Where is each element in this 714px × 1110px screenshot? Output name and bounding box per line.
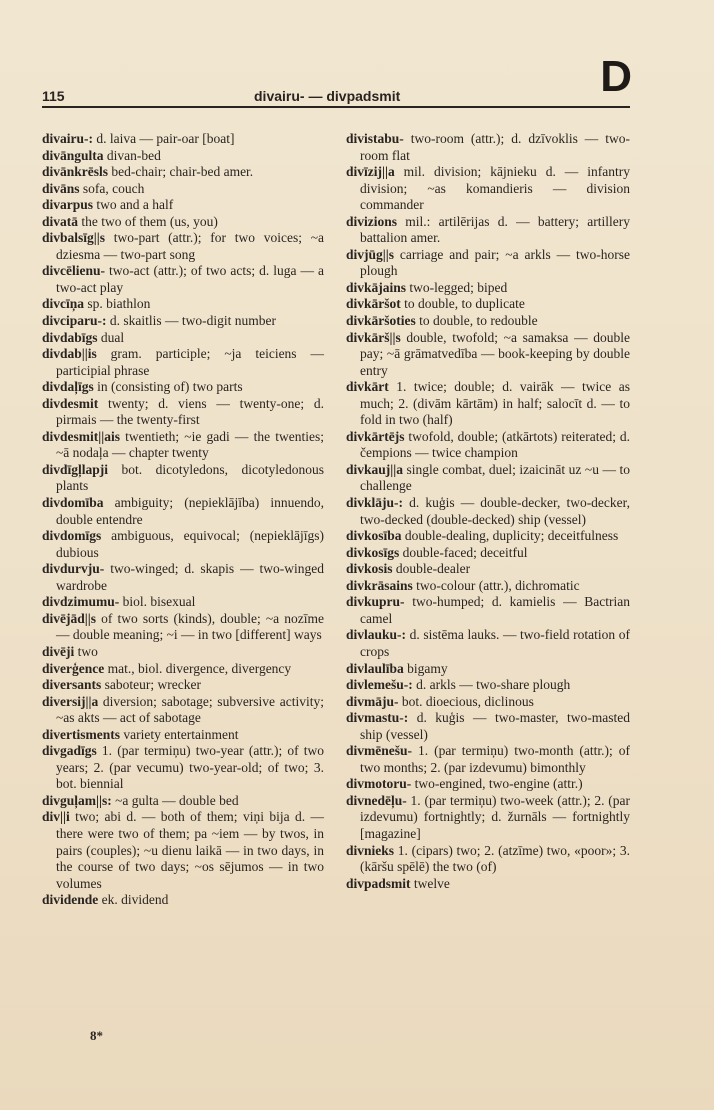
dictionary-entry <box>346 462 630 495</box>
entry-definition: bigamy <box>403 660 448 676</box>
entry-definition: ~a gulta — double bed <box>111 792 239 808</box>
entry-headword: divgadīgs <box>42 743 97 759</box>
entry-headword: divēji <box>42 643 75 659</box>
entry-headword: divciparu-: <box>42 313 107 329</box>
entry-definition: bot. dicotyledons, dicotyledonous plants <box>56 461 324 494</box>
section-letter: D <box>600 52 632 101</box>
entry-headword: divistabu- <box>346 131 404 146</box>
entry-headword: divdaļīgs <box>42 379 94 395</box>
dictionary-entry <box>42 429 324 462</box>
dictionary-entry <box>42 677 324 694</box>
entry-headword: divarpus <box>42 197 94 213</box>
dictionary-entry <box>346 843 630 876</box>
entry-headword: divcēlienu- <box>42 263 105 279</box>
entry-headword: divairu-: <box>42 131 94 146</box>
entry-definition: double-dealer <box>392 561 471 577</box>
entry-headword: divdzimumu- <box>42 594 120 610</box>
entry-headword: divmēnešu- <box>346 743 413 759</box>
dictionary-entry <box>42 396 324 429</box>
entry-definition: sofa, couch <box>79 180 145 196</box>
dictionary-entry <box>346 776 630 793</box>
entry-definition: d. arkls — two-share plough <box>412 677 571 693</box>
entry-definition: divan-bed <box>103 147 161 163</box>
dictionary-entry <box>42 181 324 198</box>
entry-definition: mat., biol. divergence, divergency <box>104 660 292 676</box>
dictionary-entry <box>42 495 324 528</box>
entry-headword: diverģence <box>42 660 105 676</box>
entry-definition: to double, to redouble <box>415 313 538 329</box>
entry-definition: 1. (par termiņu) two-month (attr.); of two months; 2. (par izdevumu) bimonthly <box>360 743 630 775</box>
entry-headword: divlauku-: <box>346 627 407 643</box>
entry-definition: twelve <box>410 875 450 891</box>
dictionary-entry <box>42 230 324 263</box>
dictionary-entry <box>42 727 324 744</box>
entry-definition: mil.: artilērijas d. — battery; artillery battalion amer. <box>360 213 630 246</box>
entry-definition: two-act (attr.); of two acts; d. luga — a two-act play <box>56 263 324 295</box>
entry-definition: the two of them (us, you) <box>78 213 218 229</box>
right-column <box>346 131 630 892</box>
entry-headword: divlaulība <box>346 660 404 676</box>
entry-headword: divmastu-: <box>346 710 409 726</box>
dictionary-entry <box>42 809 324 892</box>
dictionary-entry <box>346 594 630 627</box>
entry-headword: divpadsmit <box>346 875 411 891</box>
entry-headword: divertisments <box>42 726 120 742</box>
entry-definition: single combat, duel; izaicināt uz ~u — to challenge <box>360 461 630 494</box>
dictionary-entry <box>42 694 324 727</box>
entry-definition: sp. biathlon <box>84 296 151 312</box>
entry-headword: divkosība <box>346 528 402 544</box>
entry-headword: divkārtējs <box>346 428 405 444</box>
entry-definition: ek. dividend <box>98 892 169 908</box>
dictionary-entry <box>346 694 630 711</box>
entry-definition: bot. dioecious, diclinous <box>398 693 534 709</box>
dictionary-entry <box>346 164 630 214</box>
dictionary-entry <box>346 429 630 462</box>
entry-definition: double-faced; deceitful <box>399 544 528 560</box>
page-number: 115 <box>42 88 65 104</box>
entry-definition: two; abi d. — both of them; viņi bija d. — there were two of them; pa ~iem — by twos, in pairs (couples); ~u dienu laikā — in two days, in the course of two days; ~os sējumos — in two volumes <box>56 809 324 891</box>
entry-definition: diversion; sabotage; subversive activity; ~as akts — act of sabotage <box>56 693 324 726</box>
entry-definition: gram. participle; ~ja teiciens — participial phrase <box>56 346 324 378</box>
entry-definition: two-part (attr.); for two voices; ~a dziesma — two-part song <box>56 230 324 262</box>
entry-headword: divguļam||s: <box>42 792 112 808</box>
entry-headword: divāns <box>42 180 80 196</box>
dictionary-entry <box>42 661 324 678</box>
entry-definition: variety entertainment <box>120 726 239 742</box>
entry-headword: divkāršot <box>346 296 401 312</box>
dictionary-entry <box>42 462 324 495</box>
dictionary-entry <box>346 545 630 562</box>
dictionary-entry <box>346 793 630 843</box>
entry-definition: d. kuģis — two-master, two-masted ship (vessel) <box>360 710 630 742</box>
dictionary-entry <box>346 710 630 743</box>
entry-definition: carriage and pair; ~a arkls — two-horse plough <box>360 246 630 279</box>
entry-headword: divatā <box>42 213 79 229</box>
entry-headword: divdabīgs <box>42 329 98 345</box>
entry-headword: divkosis <box>346 561 393 577</box>
entry-definition: twenty; d. viens — twenty-one; d. pirmais — the twenty-first <box>56 395 324 428</box>
entry-definition: in (consisting of) two parts <box>93 379 243 395</box>
dictionary-entry <box>42 611 324 644</box>
entry-definition: d. skaitlis — two-digit number <box>106 313 277 329</box>
dictionary-entry <box>42 743 324 793</box>
entry-headword: divdīgļlapji <box>42 461 109 477</box>
entry-definition: two-colour (attr.), dichromatic <box>412 577 580 593</box>
dictionary-entry <box>42 379 324 396</box>
entry-definition: 1. (par termiņu) two-year (attr.); of two years; 2. (par vecumu) two-year-old; of two; 3. bot. biennial <box>56 743 324 792</box>
entry-headword: divkrāsains <box>346 577 413 593</box>
dictionary-entry <box>42 296 324 313</box>
page-header <box>42 52 632 108</box>
entry-headword: divdomība <box>42 495 104 511</box>
entry-headword: divnedēļu- <box>346 792 407 808</box>
entry-headword: divlemešu-: <box>346 677 413 693</box>
dictionary-entry <box>346 214 630 247</box>
signature-mark: 8* <box>90 1028 103 1043</box>
dictionary-entry <box>346 561 630 578</box>
dictionary-entry <box>346 743 630 776</box>
entry-headword: divmotoru- <box>346 776 412 792</box>
dictionary-entry <box>346 296 630 313</box>
dictionary-entry <box>346 313 630 330</box>
entry-definition: two <box>74 643 98 659</box>
entry-headword: divējād||s <box>42 610 96 626</box>
entry-definition: to double, to duplicate <box>400 296 525 312</box>
entry-headword: divdurvju- <box>42 561 105 577</box>
entry-definition: two-winged; d. skapis — two-winged wardrobe <box>56 561 324 593</box>
entry-headword: divkupru- <box>346 594 405 610</box>
entry-headword: divcīņa <box>42 296 85 312</box>
dictionary-entry <box>346 627 630 660</box>
dictionary-entry <box>346 495 630 528</box>
entry-definition: 1. (par termiņu) two-week (attr.); 2. (par izdevumu) fortnightly; d. žurnāls — fortnightly [magazine] <box>360 792 630 841</box>
dictionary-entry <box>42 148 324 165</box>
dictionary-entry <box>42 594 324 611</box>
dictionary-entry <box>42 263 324 296</box>
entry-definition: double, twofold; ~a samaksa — double pay; ~ā grāmatvedība — book-keeping by double entry <box>360 329 630 378</box>
entry-definition: two-room (attr.); d. dzīvoklis — two-room flat <box>360 131 630 163</box>
entry-definition: d. sistēma lauks. — two-field rotation of crops <box>360 627 630 659</box>
entry-definition: twofold, double; (atkārtots) reiterated; d. čempions — twice champion <box>360 428 630 461</box>
entry-definition: two-engined, two-engine (attr.) <box>411 776 583 792</box>
entry-headword: divkārt <box>346 379 389 395</box>
entry-headword: dividende <box>42 892 99 908</box>
entry-headword: divklāju-: <box>346 495 404 511</box>
dictionary-entry <box>42 528 324 561</box>
dictionary-entry <box>42 644 324 661</box>
dictionary-entry <box>346 677 630 694</box>
entry-headword: divāngulta <box>42 147 104 163</box>
entry-headword: divānkrēsls <box>42 164 109 180</box>
dictionary-entry <box>346 528 630 545</box>
running-head: divairu- — divpadsmit <box>254 88 401 104</box>
entry-headword: divkosīgs <box>346 544 400 560</box>
entry-definition: mil. division; kājnieku d. — infantry division; ~as komandieris — division commander <box>360 164 630 213</box>
entry-definition: ambiguous, equivocal; (nepieklājīgs) dubious <box>56 528 324 560</box>
dictionary-entry <box>346 330 630 380</box>
dictionary-entry <box>42 330 324 347</box>
dictionary-entry <box>42 131 324 148</box>
entry-definition: two-legged; biped <box>406 279 508 295</box>
entry-headword: diversants <box>42 677 102 693</box>
entry-definition: of two sorts (kinds), double; ~a nozīme — double meaning; ~i — in two [different] ways <box>56 610 324 643</box>
dictionary-entry <box>346 578 630 595</box>
dictionary-entry <box>42 214 324 231</box>
entry-headword: divdesmit||ais <box>42 428 120 444</box>
entry-headword: divkauj||a <box>346 461 403 477</box>
dictionary-entry <box>346 876 630 893</box>
entry-headword: divkājains <box>346 279 407 295</box>
dictionary-entry <box>42 164 324 181</box>
entry-headword: divizions <box>346 213 398 229</box>
entry-headword: divkāršoties <box>346 313 416 329</box>
entry-definition: bed-chair; chair-bed amer. <box>108 164 254 180</box>
entry-headword: divdab||is <box>42 346 97 362</box>
entry-definition: d. laiva — pair-oar [boat] <box>93 131 235 146</box>
entry-headword: divmāju- <box>346 693 399 709</box>
entry-headword: diversij||a <box>42 693 99 709</box>
entry-definition: dual <box>97 329 125 345</box>
entry-headword: divīzij||a <box>346 164 395 180</box>
dictionary-entry <box>346 280 630 297</box>
entry-definition: d. kuģis — double-decker, two-decker, two-decked (double-decked) ship (vessel) <box>360 495 630 527</box>
entry-headword: divdomīgs <box>42 528 102 544</box>
entry-headword: divkārš||s <box>346 329 401 345</box>
entry-headword: divnieks <box>346 842 395 858</box>
dictionary-entry <box>42 197 324 214</box>
entry-definition: double-dealing, duplicity; deceitfulness <box>401 528 619 544</box>
dictionary-entry <box>346 247 630 280</box>
entry-definition: saboteur; wrecker <box>101 677 201 693</box>
entry-definition: ambiguity; (nepieklājība) innuendo, double entendre <box>56 495 324 527</box>
header-rule <box>42 106 630 108</box>
entry-definition: two-humped; d. kamielis — Bactrian camel <box>360 594 630 626</box>
entry-definition: 1. (cipars) two; 2. (atzīme) two, «poor»; 3. (kāršu spēlē) the two (of) <box>360 842 630 875</box>
entry-definition: biol. bisexual <box>119 594 196 610</box>
entry-headword: div||i <box>42 809 70 825</box>
entry-headword: divbalsīg||s <box>42 230 105 246</box>
dictionary-entry <box>346 661 630 678</box>
dictionary-entry <box>42 892 324 909</box>
dictionary-entry <box>42 793 324 810</box>
dictionary-entry <box>42 346 324 379</box>
dictionary-entry <box>346 379 630 429</box>
dictionary-entry <box>346 131 630 164</box>
entry-definition: 1. twice; double; d. vairāk — twice as much; 2. (divām kārtām) in half; salocīt d. — to fold in two (half) <box>360 379 630 428</box>
entry-headword: divjūg||s <box>346 246 394 262</box>
entry-definition: twentieth; ~ie gadi — the twenties; ~ā nodaļa — chapter twenty <box>56 428 324 461</box>
dictionary-entry <box>42 313 324 330</box>
entry-definition: two and a half <box>93 197 174 213</box>
left-column <box>42 131 324 909</box>
entry-headword: divdesmit <box>42 395 99 411</box>
dictionary-entry <box>42 561 324 594</box>
